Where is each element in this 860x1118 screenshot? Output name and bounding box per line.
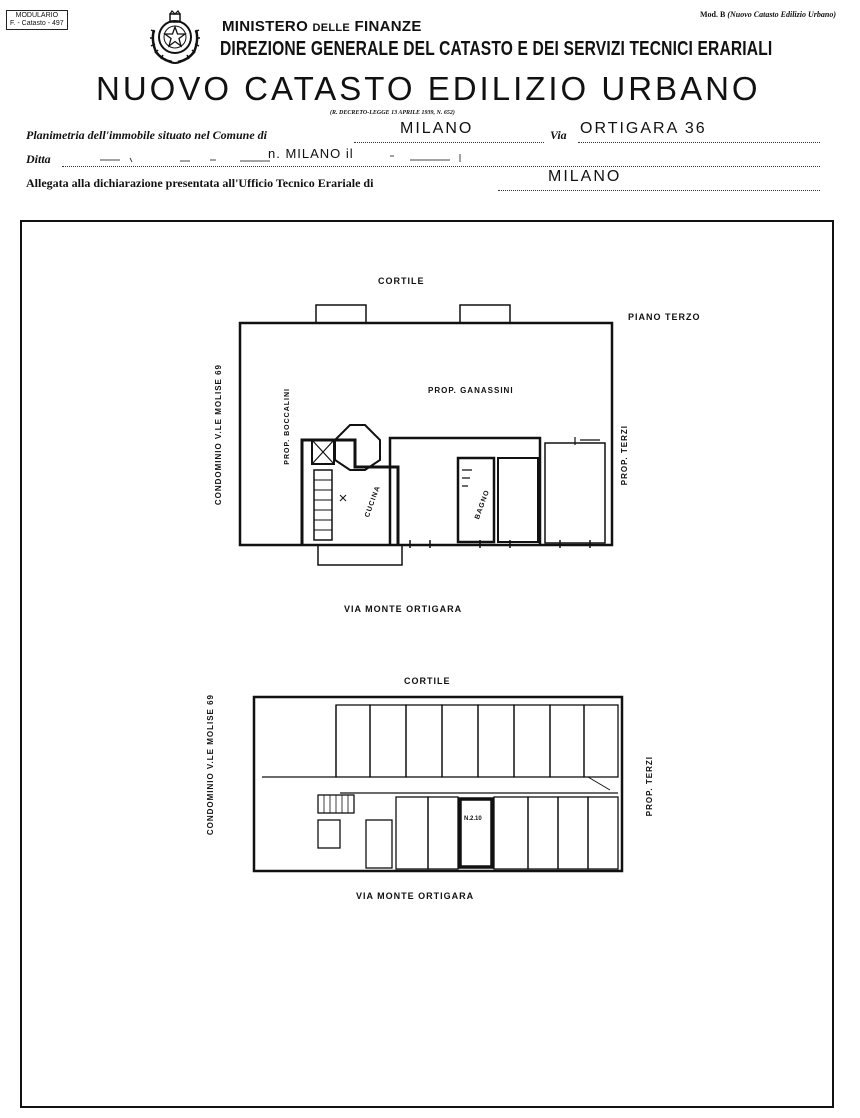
bottom-building-outline [254, 697, 622, 871]
mod-b-note: (Nuovo Catasto Edilizio Urbano) [727, 10, 836, 19]
finanze-word: FINANZE [354, 18, 422, 35]
bottom-via-label: VIA MONTE ORTIGARA [356, 891, 475, 901]
document-title: NUOVO CATASTO EDILIZIO URBANO [96, 70, 761, 107]
top-cortile-label: CORTILE [378, 276, 425, 286]
condominio-top-label: CONDOMINIO V.LE MOLISE 69 [214, 364, 223, 506]
via-label: Via [550, 128, 567, 142]
top-bay-right [460, 305, 510, 323]
modulario-line1: MODULARIO [15, 12, 59, 19]
ufficio-value: MILANO [548, 168, 622, 185]
bagno-label: BAGNO [474, 488, 492, 521]
comune-value: MILANO [400, 120, 474, 137]
box-unit-label: N.2.10 [464, 816, 482, 822]
terzi-room [545, 443, 605, 543]
top-via-label: VIA MONTE ORTIGARA [344, 604, 463, 614]
bottom-cortile-label: CORTILE [404, 676, 451, 686]
allegata-label: Allegata alla dichiarazione presentata all'Ufficio Tecnico Erariale di [26, 176, 374, 190]
highlighted-box-unit [460, 799, 492, 867]
ditta-value: n. MILANO il [268, 146, 354, 161]
prop-ganassini-label: PROP. GANASSINI [428, 386, 514, 395]
ditta-label: Ditta [26, 152, 51, 166]
stair-hall [335, 425, 380, 470]
decreto-reference: (R. DECRETO-LEGGE 13 APRILE 1939, N. 652) [330, 110, 455, 116]
room-right [498, 458, 538, 542]
apartment-walls [390, 438, 540, 545]
bottom-lift [318, 820, 340, 848]
planimetria-label: Planimetria dell'immobile situato nel Comune di [26, 128, 268, 142]
condominio-bottom-label: CONDOMINIO V.LE MOLISE 69 [206, 694, 215, 836]
cucina-label: CUCINA [364, 484, 382, 519]
prop-terzi-top-label: PROP. TERZI [620, 425, 629, 486]
mod-b-label: Mod. B [699, 10, 726, 19]
top-bay-left [316, 305, 366, 323]
via-value: ORTIGARA 36 [580, 120, 707, 137]
delle-word: DELLE [312, 22, 351, 34]
prop-boccalini-label: PROP. BOCCALINI [284, 388, 291, 465]
top-balcony [318, 545, 402, 565]
top-building-outline [240, 323, 612, 545]
ministero-word: MINISTERO [222, 18, 309, 35]
piano-terzo-label: PIANO TERZO [628, 312, 701, 322]
kitchen-walls [302, 440, 398, 545]
modulario-line2: F. - Catasto - 497 [10, 20, 64, 27]
upper-box-row [336, 705, 618, 777]
direzione-generale: DIREZIONE GENERALE DEL CATASTO E DEI SERVIZI TECNICI ERARIALI [220, 38, 773, 60]
prop-terzi-bottom-label: PROP. TERZI [645, 756, 654, 817]
lower-box-row [396, 797, 618, 869]
